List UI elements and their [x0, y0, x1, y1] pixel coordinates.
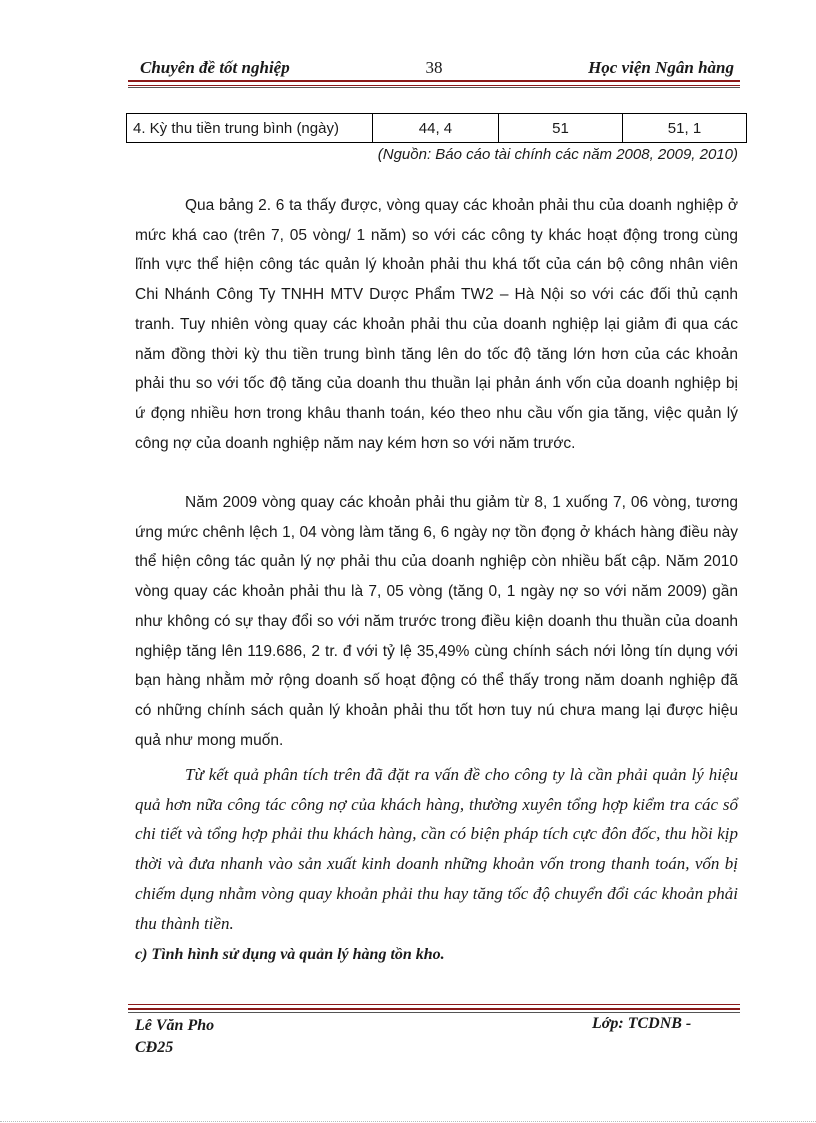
header-divider [128, 80, 740, 86]
table-cell: 44, 4 [372, 114, 498, 143]
header-divider-thin [128, 87, 740, 88]
table-cell: 51, 1 [622, 114, 746, 143]
paragraph-3 [135, 760, 738, 938]
author-name: Lê Văn Pho [135, 1017, 215, 1034]
page-header [128, 56, 740, 80]
footer-class: Lớp: TCDNB - [592, 1015, 692, 1032]
paragraph-text: Năm 2009 vòng quay các khoản phải thu giảm từ 8, 1 xuống 7, 06 vòng, tương ứng mức chênh lệch 1, 04 vòng làm tăng 6, 6 ngày nợ tồn đọng ở khách hàng điều này thể hiện công tác quản lý nợ phải thu của doanh nghiệp còn nhiều bất cập. Năm 2010 vòng quay các khoản phải thu là 7, 05 vòng (tăng 0, 1 ngày nợ so với năm 2009) gần như không có sự thay đổi so với năm trước trong điều kiện doanh thu thuần của doanh nghiệp tăng lên 119.686, 2 tr. đ với tỷ lệ 35,49% cùng chính sách nới lỏng tín dụng với bạn hàng nhằm mở rộng doanh số hoạt động có thể thấy trong năm doanh nghiệp đã có những chính sách quản lý khoản phải thu tốt hơn tuy nú chưa mang lại được hiệu quả như mong muốn. [135, 494, 738, 749]
data-table [126, 113, 747, 143]
table-cell: 4. Kỳ thu tiền trung bình (ngày) [127, 114, 373, 143]
paragraph-1 [135, 191, 738, 458]
footer-divider [128, 1004, 740, 1010]
page-edge [0, 1121, 816, 1122]
header-institution: Học viện Ngân hàng [588, 58, 734, 77]
paragraph-2 [135, 488, 738, 755]
footer-divider-thin [128, 1012, 740, 1013]
table-source-note: (Nguồn: Báo cáo tài chính các năm 2008, 2009, 2010) [377, 146, 738, 163]
author-cohort: CĐ25 [135, 1039, 174, 1056]
table-cell: 51 [498, 114, 622, 143]
paragraph-text: Từ kết quả phân tích trên đã đặt ra vấn đề cho công ty là cần phải quản lý hiệu quả hơn nữa công tác công nợ của khách hàng, thường xuyên tổng hợp kiểm tra các sổ chi tiết và tổng hợp phải thu khách hàng, cần có biện pháp tích cực đôn đốc, thu hồi kịp thời và đưa nhanh vào sản xuất kinh doanh những khoản vốn trong thanh toán, vốn bị chiếm dụng nhằm vòng quay khoản phải thu hay tăng tốc độ chuyển đổi các khoản phải thu thành tiền. [135, 765, 738, 933]
table-row [127, 114, 747, 143]
section-heading: c) Tình hình sử dụng và quản lý hàng tồn kho. [135, 946, 445, 963]
footer-author [135, 1015, 214, 1059]
paragraph-text: Qua bảng 2. 6 ta thấy được, vòng quay các khoản phải thu của doanh nghiệp ở mức khá cao (trên 7, 05 vòng/ 1 năm) so với các công ty khác hoạt động trong cùng lĩnh vực thể hiện công tác quản lý khoản phải thu khá tốt của cán bộ công nhân viên Chi Nhánh Công Ty TNHH MTV Dược Phẩm TW2 – Hà Nội so với các đối thủ cạnh tranh. Tuy nhiên vòng quay các khoản phải thu của doanh nghiệp lại giảm đi qua các năm đồng thời kỳ thu tiền trung bình tăng lên do tốc độ tăng lớn hơn của các khoản phải thu so với tốc độ tăng của doanh thu thuần lại phản ánh vốn của doanh nghiệp bị ứ đọng nhiều hơn trong khâu thanh toán, kéo theo nhu cầu vốn gia tăng, việc quản lý công nợ của doanh nghiệp năm nay kém hơn so với năm trước. [135, 197, 738, 452]
header-title: Chuyên đề tốt nghiệp [140, 58, 290, 77]
page-number: 38 [425, 58, 443, 77]
